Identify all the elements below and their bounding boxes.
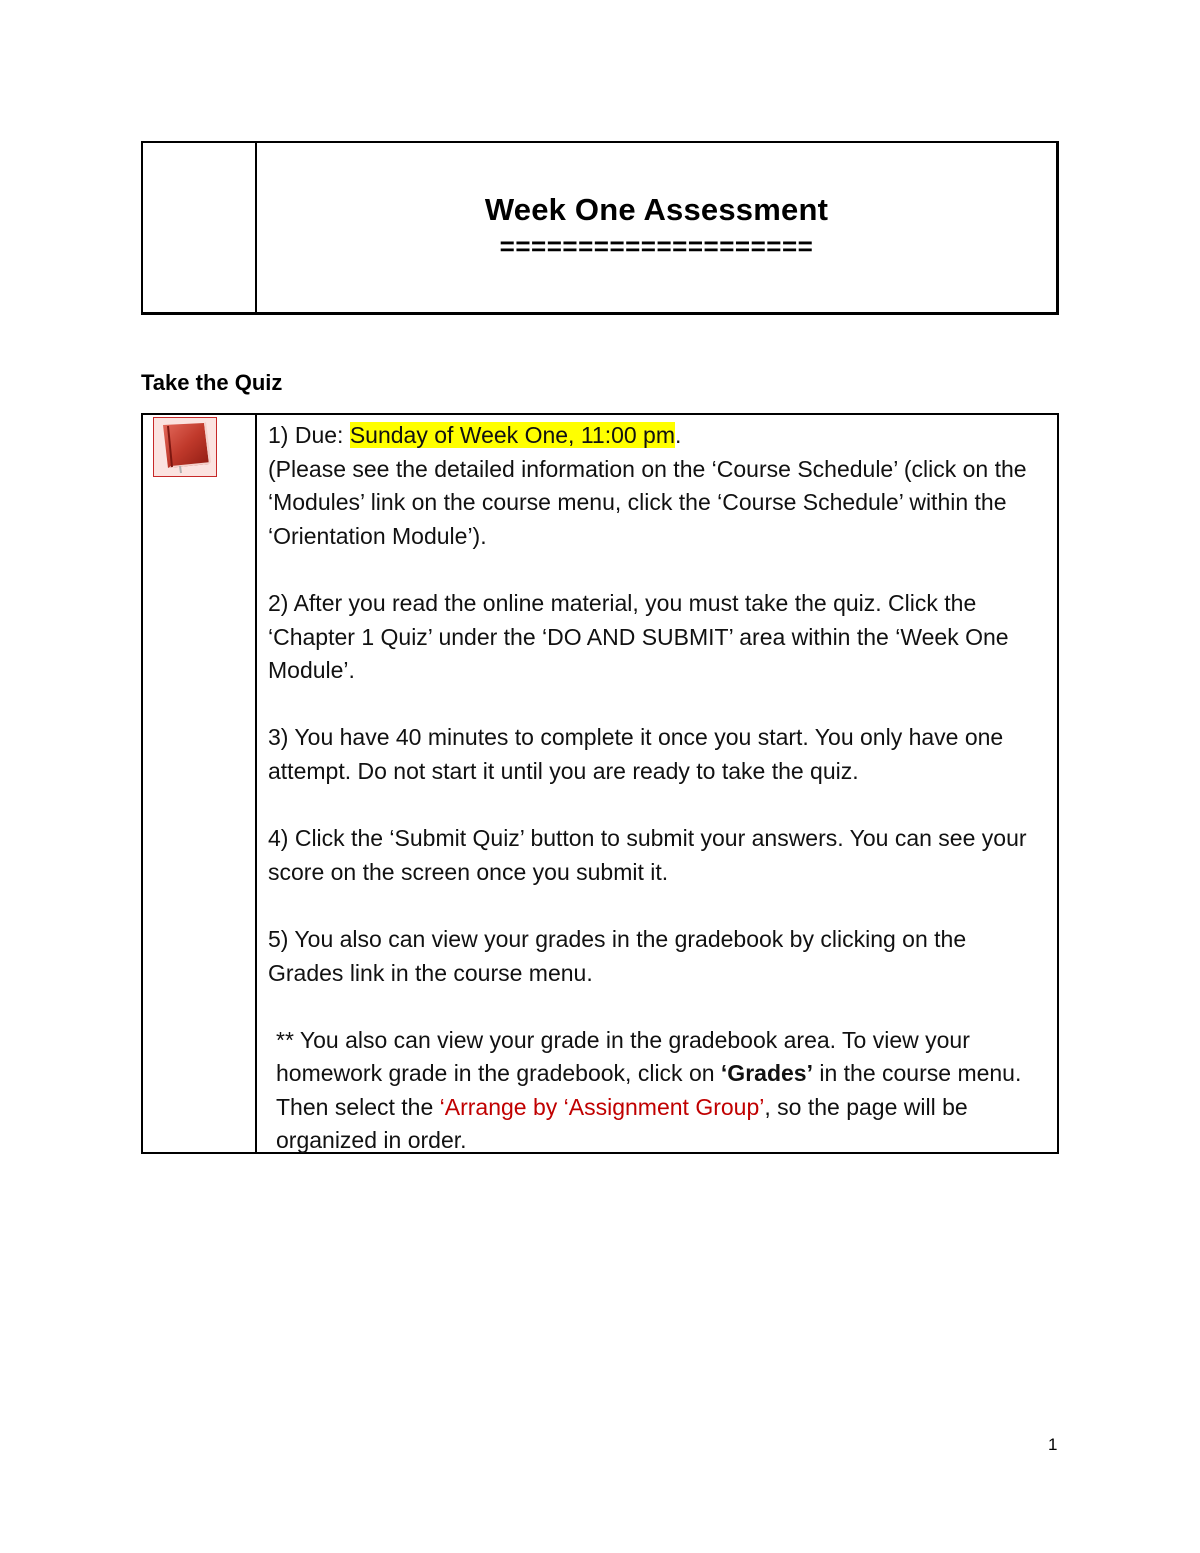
note-grades-term: ‘Grades’ [720, 1060, 813, 1087]
instruction-item-1-detail: (Please see the detailed information on the ‘Course Schedule’ (click on the ‘Modules’ link on the course menu, click the ‘Course Schedule’ within the ‘Orientation Module’). [268, 455, 1027, 549]
title-table-left-cell [143, 143, 257, 312]
section-heading: Take the Quiz [141, 370, 283, 395]
note-arrange-option: ‘Arrange by ‘Assignment Group’ [439, 1093, 765, 1120]
gradebook-note [268, 1024, 1045, 1158]
page-title: Week One Assessment [484, 192, 829, 227]
instruction-item-2: 2) After you read the online material, you must take the quiz. Click the ‘Chapter 1 Quiz’ under the ‘DO AND SUBMIT’ area within the ‘Week One Module’. [268, 589, 1009, 684]
title-table-right-cell [257, 143, 1056, 312]
instruction-item-3: 3) You have 40 minutes to complete it once you start. You only have one attempt. Do not start it until you are ready to take the quiz. [268, 724, 1004, 784]
due-suffix: . [675, 422, 682, 448]
note-part-3: , so the page will be organized in order. [276, 1093, 968, 1154]
instruction-item-5: 5) You also can view your grades in the gradebook by clicking on the Grades link in the course menu. [268, 925, 967, 986]
due-date-highlight: Sunday of Week One, 11:00 pm [349, 422, 676, 448]
title-table [141, 141, 1059, 315]
quiz-instructions-cell [257, 415, 1057, 1152]
quiz-instructions-table [141, 413, 1059, 1154]
instruction-item-1 [268, 419, 1045, 453]
note-part-1: ** You also can view your grade in the gradebook area. To view your homework grade in the gradebook, click on [276, 1026, 970, 1087]
note-part-2: in the course menu. Then select the [276, 1060, 1022, 1120]
quiz-icon-cell [143, 415, 257, 1152]
book-icon [153, 417, 217, 477]
instruction-item-4: 4) Click the ‘Submit Quiz’ button to submit your answers. You can see your score on the screen once you submit it. [268, 825, 1027, 885]
title-underline-rule: ==================== [499, 231, 814, 261]
page-number: 1 [1048, 1435, 1058, 1454]
due-prefix: 1) Due: [268, 422, 350, 448]
